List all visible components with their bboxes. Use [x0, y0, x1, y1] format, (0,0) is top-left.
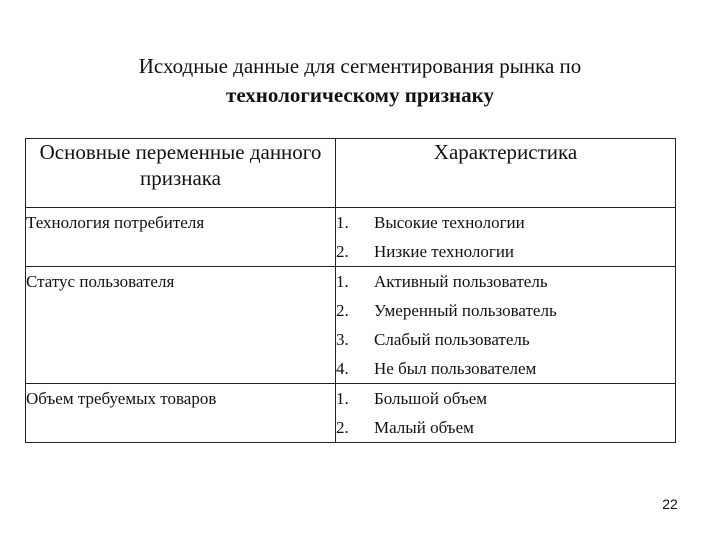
row-variable: Технология потребителя [26, 208, 336, 267]
list-item [336, 413, 675, 442]
list-item [336, 325, 675, 354]
row-variable: Статус пользователя [26, 267, 336, 384]
list-item [336, 354, 675, 383]
item-number: 3. [336, 330, 349, 349]
title-line-2: технологическому признаку [226, 83, 494, 107]
list-item [336, 237, 675, 266]
item-text: Высокие технологии [374, 213, 525, 232]
item-text: Слабый пользователь [374, 330, 530, 349]
slide-title [0, 52, 720, 110]
item-number: 4. [336, 359, 349, 378]
table-header-row [26, 139, 676, 208]
page-number: 22 [662, 496, 678, 512]
title-line-1: Исходные данные для сегментирования рынка по [138, 54, 582, 78]
list-item [336, 296, 675, 325]
list-item [336, 267, 675, 296]
item-number: 2. [336, 418, 349, 437]
row-variable: Объем требуемых товаров [26, 384, 336, 443]
table-row [26, 267, 676, 384]
row-characteristics [336, 267, 676, 384]
item-number: 1. [336, 272, 349, 291]
row-characteristics [336, 384, 676, 443]
segmentation-table [25, 138, 676, 443]
item-number: 2. [336, 242, 349, 261]
row-characteristics [336, 208, 676, 267]
header-variables: Основные переменные данного признака [26, 139, 336, 208]
table-row [26, 384, 676, 443]
table-row [26, 208, 676, 267]
item-text: Низкие технологии [374, 242, 515, 261]
item-text: Активный пользователь [374, 272, 548, 291]
list-item [336, 208, 675, 237]
item-number: 1. [336, 213, 349, 232]
list-item [336, 384, 675, 413]
item-text: Большой объем [374, 389, 488, 408]
item-text: Не был пользователем [374, 359, 537, 378]
item-text: Умеренный пользователь [374, 301, 557, 320]
item-number: 1. [336, 389, 349, 408]
item-number: 2. [336, 301, 349, 320]
header-characteristic: Характеристика [336, 139, 676, 208]
item-text: Малый объем [374, 418, 474, 437]
